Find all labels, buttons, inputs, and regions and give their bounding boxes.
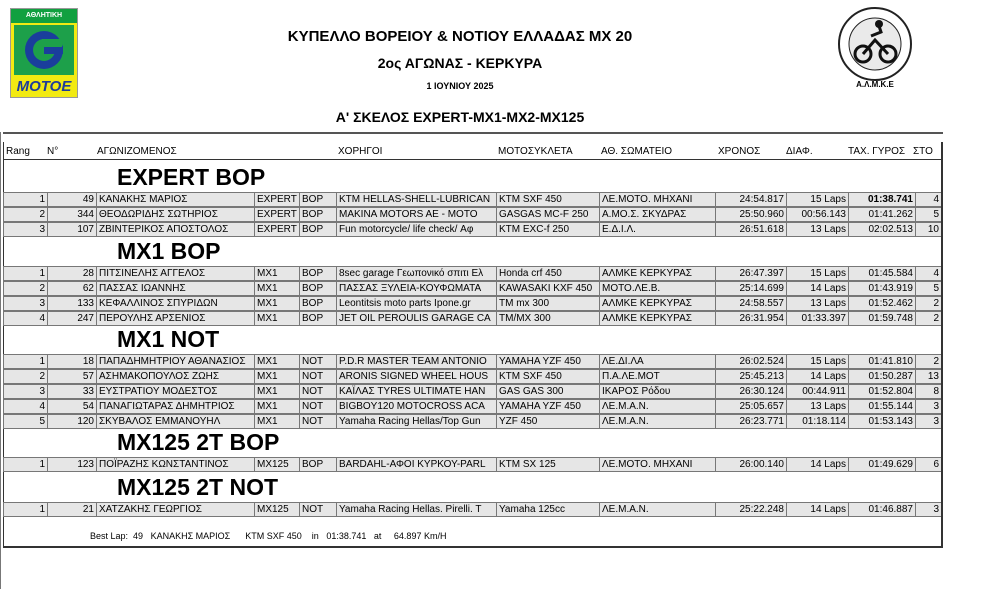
cell-club: Α.ΜΟ.Σ. ΣΚΥΔΡΑΣ	[599, 208, 715, 221]
cell-region: ΒΟΡ	[299, 208, 336, 221]
cell-sto: 13	[915, 370, 941, 383]
cell-motorcycle: GASGAS MC-F 250	[496, 208, 599, 221]
table-row	[3, 296, 941, 311]
cell-club: ΛΕ.ΜΟΤΟ. ΜΗΧΑΝΙ	[599, 458, 715, 471]
cell-sto: 8	[915, 385, 941, 398]
cell-time: 26:23.771	[715, 415, 786, 428]
col-fast-lap: ΤΑΧ. ΓΥΡΟΣ	[848, 146, 906, 157]
cell-rang: 1	[3, 458, 47, 471]
cell-diff: 14 Laps	[786, 503, 848, 516]
cell-sponsors: MAKINA MOTORS AE - MOTO	[336, 208, 496, 221]
cell-club: ΛΕ.ΔΙ.ΛΑ	[599, 355, 715, 368]
cell-rang: 1	[3, 193, 47, 206]
cell-time: 26:02.524	[715, 355, 786, 368]
cell-sto: 2	[915, 312, 941, 325]
table-row	[3, 502, 941, 517]
cell-class: MX125	[254, 458, 299, 471]
table-row	[3, 311, 941, 326]
col-rang: Rang	[6, 146, 30, 157]
cell-number: 120	[47, 415, 96, 428]
cell-sto: 4	[915, 267, 941, 280]
logo-top-text: ΑΘΛΗΤΙΚΗ	[11, 9, 77, 23]
cell-club: ΑΛΜΚΕ ΚΕΡΚΥΡΑΣ	[599, 297, 715, 310]
table-row	[3, 354, 941, 369]
category-title: EXPERT ΒΟΡ	[117, 164, 266, 190]
cell-motorcycle: KAWASAKI KXF 450	[496, 282, 599, 295]
cell-sto: 3	[915, 503, 941, 516]
best-lap-label: Best Lap:	[90, 531, 129, 541]
table-row	[3, 369, 941, 384]
cell-club: ΛΕ.Μ.Α.Ν.	[599, 503, 715, 516]
table-row	[3, 207, 941, 222]
cell-club: ΛΕ.ΜΟΤΟ. ΜΗΧΑΝΙ	[599, 193, 715, 206]
category-title: MX1 ΒΟΡ	[117, 238, 221, 264]
best-lap-rider: ΚΑΝΑΚΗΣ ΜΑΡΙΟΣ	[150, 531, 231, 541]
club-logo-ring-text	[835, 6, 836, 7]
cell-motorcycle: TM/MX 300	[496, 312, 599, 325]
cell-club: Π.Α.ΛΕ.ΜΟΤ	[599, 370, 715, 383]
best-lap-bike: KTM SXF 450	[245, 531, 302, 541]
cell-club: ΛΕ.Μ.Α.Ν.	[599, 415, 715, 428]
cell-motorcycle: KTM SXF 450	[496, 193, 599, 206]
cell-motorcycle: TM mx 300	[496, 297, 599, 310]
cell-motorcycle: GAS GAS 300	[496, 385, 599, 398]
cell-rang: 4	[3, 400, 47, 413]
cell-sto: 2	[915, 355, 941, 368]
cell-fast-lap: 01:55.144	[848, 400, 915, 413]
cell-motorcycle: YAMAHA YZF 450	[496, 355, 599, 368]
cell-fast-lap: 01:59.748	[848, 312, 915, 325]
cell-fast-lap: 01:53.143	[848, 415, 915, 428]
cell-time: 26:47.397	[715, 267, 786, 280]
cell-class: MX1	[254, 355, 299, 368]
cell-diff: 15 Laps	[786, 267, 848, 280]
table-row	[3, 281, 941, 296]
table-row	[3, 384, 941, 399]
cell-rider: ΘΕΟΔΩΡΙΔΗΣ ΣΩΤΗΡΙΟΣ	[96, 208, 254, 221]
cell-region: ΝΟΤ	[299, 370, 336, 383]
cell-diff: 15 Laps	[786, 355, 848, 368]
cell-club: ΑΛΜΚΕ ΚΕΡΚΥΡΑΣ	[599, 312, 715, 325]
cell-region: ΒΟΡ	[299, 282, 336, 295]
cell-rang: 5	[3, 415, 47, 428]
cell-fast-lap: 01:45.584	[848, 267, 915, 280]
col-sponsors: ΧΟΡΗΓΟΙ	[338, 146, 383, 157]
cell-sponsors: JET OIL PEROULIS GARAGE CA	[336, 312, 496, 325]
cell-number: 107	[47, 223, 96, 236]
cell-region: ΒΟΡ	[299, 297, 336, 310]
cell-sponsors: Fun motorcycle/ life check/ Αφ	[336, 223, 496, 236]
cell-rang: 3	[3, 223, 47, 236]
header-divider	[3, 159, 943, 160]
cell-rang: 1	[3, 267, 47, 280]
event-date: 1 ΙΟΥΝΙΟΥ 2025	[426, 81, 494, 91]
cell-club: Ε.Δ.Ι.Λ.	[599, 223, 715, 236]
cell-sto: 3	[915, 400, 941, 413]
col-sto: ΣΤΟ	[913, 146, 933, 157]
cell-class: MX125	[254, 503, 299, 516]
category-title: MX125 2T ΒΟΡ	[117, 429, 280, 455]
cell-rider: ΠΙΤΣΙΝΕΛΗΣ ΑΓΓΕΛΟΣ	[96, 267, 254, 280]
cell-number: 18	[47, 355, 96, 368]
cell-fast-lap: 01:52.804	[848, 385, 915, 398]
cell-sponsors: BIGBOY120 MOTOCROSS ACA	[336, 400, 496, 413]
cell-rang: 3	[3, 297, 47, 310]
cell-sponsors: BARDAHL-ΑΦΟΙ ΚΥΡΚΟΥ-PARL	[336, 458, 496, 471]
cell-number: 21	[47, 503, 96, 516]
page-border	[0, 132, 1, 589]
cell-rider: ΠΑΣΣΑΣ ΙΩΑΝΝΗΣ	[96, 282, 254, 295]
event-subtitle: 2ος ΑΓΩΝΑΣ - ΚΕΡΚΥΡΑ	[377, 55, 543, 71]
cell-sponsors: ΚΑΪΛΑΣ TYRES ULTIMATE HAN	[336, 385, 496, 398]
cell-rang: 1	[3, 503, 47, 516]
col-motorcycle: ΜΟΤΟΣΥΚΛΕΤΑ	[498, 146, 573, 157]
frame-right-border	[941, 142, 943, 548]
cell-rider: ΣΚΥΒΑΛΟΣ ΕΜΜΑΝΟΥΗΛ	[96, 415, 254, 428]
cell-rider: ΑΣΗΜΑΚΟΠΟΥΛΟΣ ΖΩΗΣ	[96, 370, 254, 383]
cell-sponsors: Yamaha Racing Hellas. Pirelli. T	[336, 503, 496, 516]
cell-fast-lap: 02:02.513	[848, 223, 915, 236]
cell-class: MX1	[254, 297, 299, 310]
cell-sto: 2	[915, 297, 941, 310]
table-row	[3, 266, 941, 281]
best-lap-number: 49	[133, 531, 144, 541]
cell-region: ΝΟΤ	[299, 415, 336, 428]
cell-rider: ΕΥΣΤΡΑΤΙΟΥ ΜΟΔΕΣΤΟΣ	[96, 385, 254, 398]
cell-rang: 2	[3, 370, 47, 383]
cell-rider: ΠΕΡΟΥΛΗΣ ΑΡΣΕΝΙΟΣ	[96, 312, 254, 325]
cell-region: ΝΟΤ	[299, 355, 336, 368]
cell-sponsors: ΠΑΣΣΑΣ ΞΥΛΕΙΑ-ΚΟΥΦΩΜΑΤΑ	[336, 282, 496, 295]
cell-sto: 5	[915, 282, 941, 295]
cell-class: MX1	[254, 282, 299, 295]
cell-diff: 00:44.911	[786, 385, 848, 398]
cell-number: 57	[47, 370, 96, 383]
best-lap-time: 01:38.741	[326, 531, 367, 541]
best-lap-footer	[90, 531, 446, 541]
cell-sponsors: ARONIS SIGNED WHEEL HOUS	[336, 370, 496, 383]
cell-fast-lap: 01:41.810	[848, 355, 915, 368]
cell-club: ΜΟΤΟ.ΛΕ.Β.	[599, 282, 715, 295]
best-lap-at: at	[373, 531, 382, 541]
cell-diff: 01:18.114	[786, 415, 848, 428]
cell-region: ΒΟΡ	[299, 193, 336, 206]
category-title: MX1 ΝΟΤ	[117, 326, 220, 352]
cell-diff: 13 Laps	[786, 297, 848, 310]
col-diff: ΔΙΑΦ.	[786, 146, 813, 157]
cell-sto: 4	[915, 193, 941, 206]
cell-class: EXPERT	[254, 208, 299, 221]
cell-sto: 5	[915, 208, 941, 221]
cell-rang: 4	[3, 312, 47, 325]
cell-time: 25:45.213	[715, 370, 786, 383]
col-rider: ΑΓΩΝΙΖΟΜΕΝΟΣ	[97, 146, 177, 157]
table-row	[3, 414, 941, 429]
cell-time: 26:00.140	[715, 458, 786, 471]
cell-fast-lap: 01:38.741	[848, 193, 915, 206]
cell-club: ΑΛΜΚΕ ΚΕΡΚΥΡΑΣ	[599, 267, 715, 280]
cell-region: ΒΟΡ	[299, 458, 336, 471]
cell-number: 123	[47, 458, 96, 471]
page-title: ΚΥΠΕΛΛΟ ΒΟΡΕΙΟΥ & ΝΟΤΙΟΥ ΕΛΛΑΔΑΣ MX 20	[287, 28, 633, 45]
cell-region: ΒΟΡ	[299, 312, 336, 325]
cell-motorcycle: Yamaha 125cc	[496, 503, 599, 516]
cell-time: 25:50.960	[715, 208, 786, 221]
table-row	[3, 192, 941, 207]
cell-time: 26:31.954	[715, 312, 786, 325]
cell-rider: ΚΑΝΑΚΗΣ ΜΑΡΙΟΣ	[96, 193, 254, 206]
cell-motorcycle: KTM EXC-f 250	[496, 223, 599, 236]
cell-time: 24:54.817	[715, 193, 786, 206]
logo-bottom-text: MOTOE	[16, 78, 72, 95]
cell-class: MX1	[254, 312, 299, 325]
best-lap-in: in	[311, 531, 319, 541]
cell-club: ΙΚΑΡΟΣ Ρόδου	[599, 385, 715, 398]
cell-class: MX1	[254, 370, 299, 383]
cell-motorcycle: KTM SX 125	[496, 458, 599, 471]
frame-bottom-border	[3, 546, 943, 548]
col-club: ΑΘ. ΣΩΜΑΤΕΙΟ	[601, 146, 673, 157]
cell-diff: 14 Laps	[786, 370, 848, 383]
best-lap-speed: 64.897 Km/H	[393, 531, 447, 541]
table-row	[3, 457, 941, 472]
cell-region: ΝΟΤ	[299, 400, 336, 413]
cell-motorcycle: YAMAHA YZF 450	[496, 400, 599, 413]
cell-region: ΝΟΤ	[299, 503, 336, 516]
cell-time: 26:51.618	[715, 223, 786, 236]
category-title: MX125 2T ΝΟΤ	[117, 474, 279, 500]
cell-rider: ΠΟΪΡΑΖΗΣ ΚΩΝΣΤΑΝΤΙΝΟΣ	[96, 458, 254, 471]
cell-diff: 14 Laps	[786, 458, 848, 471]
cell-number: 133	[47, 297, 96, 310]
cell-rider: ΖΒΙΝΤΕΡΙΚΟΣ ΑΠΟΣΤΟΛΟΣ	[96, 223, 254, 236]
cell-number: 247	[47, 312, 96, 325]
cell-class: EXPERT	[254, 223, 299, 236]
cell-fast-lap: 01:46.887	[848, 503, 915, 516]
cell-time: 25:05.657	[715, 400, 786, 413]
cell-time: 25:22.248	[715, 503, 786, 516]
cell-number: 33	[47, 385, 96, 398]
cell-diff: 01:33.397	[786, 312, 848, 325]
cell-fast-lap: 01:52.462	[848, 297, 915, 310]
cell-diff: 15 Laps	[786, 193, 848, 206]
cell-sto: 3	[915, 415, 941, 428]
cell-rang: 2	[3, 282, 47, 295]
club-logo-text: Α.Λ.Μ.Κ.Ε	[856, 80, 894, 89]
cell-time: 26:30.124	[715, 385, 786, 398]
cell-time: 24:58.557	[715, 297, 786, 310]
frame-divider	[3, 132, 943, 134]
cell-time: 25:14.699	[715, 282, 786, 295]
cell-diff: 00:56.143	[786, 208, 848, 221]
cell-diff: 13 Laps	[786, 223, 848, 236]
cell-motorcycle: KTM SXF 450	[496, 370, 599, 383]
col-number: N°	[47, 146, 59, 157]
cell-class: EXPERT	[254, 193, 299, 206]
cell-rang: 3	[3, 385, 47, 398]
cell-rider: ΚΕΦΑΛΛΙΝΟΣ ΣΠΥΡΙΔΩΝ	[96, 297, 254, 310]
cell-sto: 6	[915, 458, 941, 471]
cell-sponsors: P.D.R MASTER TEAM ANTONIO	[336, 355, 496, 368]
table-row	[3, 399, 941, 414]
table-row	[3, 222, 941, 237]
col-time: ΧΡΟΝΟΣ	[718, 146, 761, 157]
cell-fast-lap: 01:41.262	[848, 208, 915, 221]
cell-sponsors: KTM HELLAS-SHELL-LUBRICAN	[336, 193, 496, 206]
cell-motorcycle: Honda crf 450	[496, 267, 599, 280]
cell-fast-lap: 01:50.287	[848, 370, 915, 383]
cell-diff: 14 Laps	[786, 282, 848, 295]
cell-rider: ΠΑΠΑΔΗΜΗΤΡΙΟΥ ΑΘΑΝΑΣΙΟΣ	[96, 355, 254, 368]
cell-fast-lap: 01:43.919	[848, 282, 915, 295]
cell-number: 62	[47, 282, 96, 295]
cell-club: ΛΕ.Μ.Α.Ν.	[599, 400, 715, 413]
cell-class: MX1	[254, 415, 299, 428]
cell-rang: 2	[3, 208, 47, 221]
cell-number: 54	[47, 400, 96, 413]
cell-rider: ΠΑΝΑΓΙΩΤΑΡΑΣ ΔΗΜΗΤΡΙΟΣ	[96, 400, 254, 413]
cell-rider: ΧΑΤΖΑΚΗΣ ΓΕΩΡΓΙΟΣ	[96, 503, 254, 516]
cell-class: MX1	[254, 400, 299, 413]
cell-diff: 13 Laps	[786, 400, 848, 413]
cell-region: ΒΟΡ	[299, 223, 336, 236]
cell-number: 49	[47, 193, 96, 206]
cell-region: ΝΟΤ	[299, 385, 336, 398]
cell-fast-lap: 01:49.629	[848, 458, 915, 471]
cell-class: MX1	[254, 385, 299, 398]
cell-rang: 1	[3, 355, 47, 368]
cell-number: 344	[47, 208, 96, 221]
cell-sponsors: Leontitsis moto parts Ipone.gr	[336, 297, 496, 310]
cell-sponsors: 8sec garage Γεωπονικό σπιτι Ελ	[336, 267, 496, 280]
cell-sto: 10	[915, 223, 941, 236]
cell-class: MX1	[254, 267, 299, 280]
session-title: Α' ΣΚΕΛΟΣ EXPERT-MX1-MX2-MX125	[335, 109, 585, 125]
cell-region: ΒΟΡ	[299, 267, 336, 280]
cell-number: 28	[47, 267, 96, 280]
cell-sponsors: Yamaha Racing Hellas/Top Gun	[336, 415, 496, 428]
cell-motorcycle: YZF 450	[496, 415, 599, 428]
